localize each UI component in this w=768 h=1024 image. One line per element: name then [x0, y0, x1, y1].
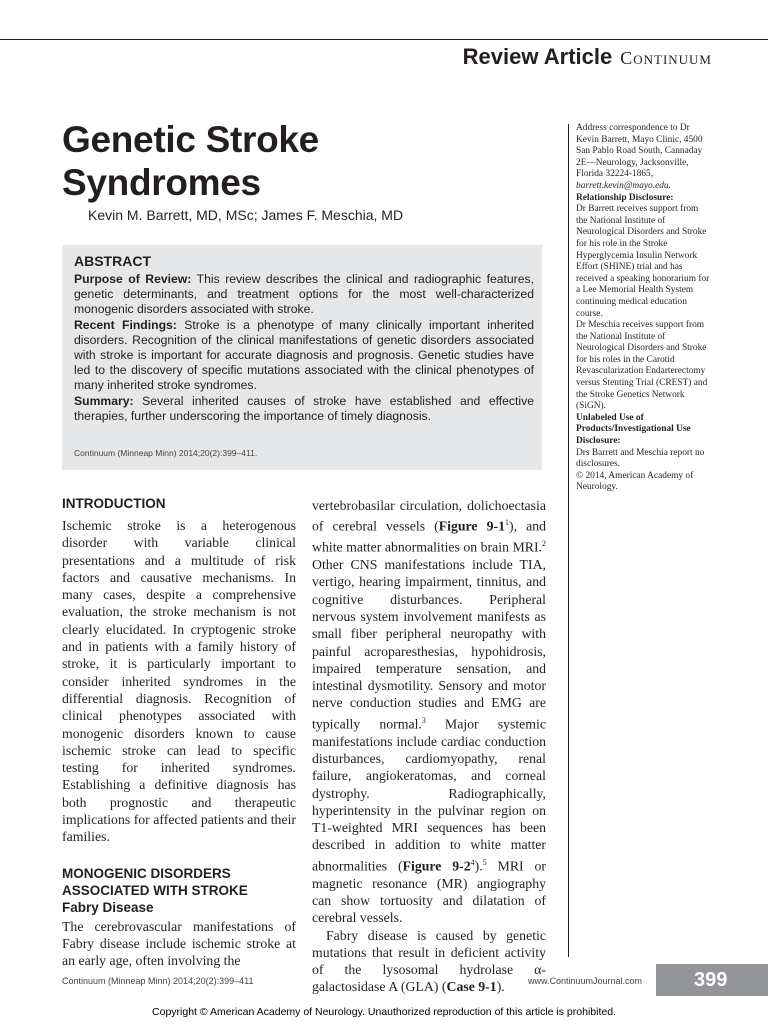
fabry-text: The cerebrovascular manifestations of Fabry disease include ischemic stroke at an early age, often involving the — [62, 918, 296, 969]
disclosure-meschia: Dr Meschia receives support from the National Institute of Neurological Disorders and Stroke for his roles in the Carotid Revascularization Endarterectomy versus Stenting Trial (CREST) and the Stroke Genetics Network (SiGN). — [576, 320, 708, 412]
ref-2[interactable]: 2 — [542, 539, 546, 549]
correspondence-email[interactable]: barrett.kevin@mayo.edu. — [576, 180, 671, 191]
text-span: ). — [496, 979, 505, 995]
ref-4[interactable]: 4 — [470, 857, 475, 867]
sidebar-copyright: © 2014, American Academy of Neurology. — [576, 470, 694, 493]
text-span: Major systemic manifestations include cardiac conduction disturbances, cardiomyopathy, renal failure, angiokeratomas, and corneal dystrophy. Radiographically, hyperintensity in the pulvinar region on T1-weighted MRI sequences has been described in addition to white matter abnormalities ( — [312, 716, 546, 874]
ref-1[interactable]: 1 — [504, 518, 509, 528]
introduction-text: Ischemic stroke is a heterogenous disorder with variable clinical presentations and a multitude of risk factors and causative mechanisms. In many cases, despite a comprehensive evaluation, the stroke mechanism is not clearly elucidated. In cryptogenic stroke and in patients with a family history of stroke, it is particularly important to consider inherited syndromes in the differential diagnosis. Recognition of clinical phenotypes associated with monogenic disorders known to cause ischemic stroke can lead to specific testing for inherited syndromes. Establishing a definitive diagnosis has both prognostic and therapeutic implications for affected patients and their families. — [62, 518, 296, 845]
unlabeled-use-text: Drs Barrett and Meschia report no disclosures. — [576, 447, 705, 470]
findings-label: Recent Findings: — [74, 317, 177, 332]
footer-citation: Continuum (Minneap Minn) 2014;20(2):399–411 — [62, 976, 254, 986]
summary-label: Summary: — [74, 393, 134, 408]
abstract-purpose — [74, 272, 534, 318]
findings-text: Stroke is a phenotype of many clinically important inherited disorders. Recognition of the clinical manifestations of genetic disorders associated with stroke is important for accurate diagnosis and prognosis. Genetic studies have led to the discovery of specific mutations associated with the clinical phenotypes of many inherited stroke syndromes. — [74, 317, 535, 393]
abstract-summary — [74, 394, 534, 424]
page-header — [463, 44, 712, 70]
text-span: Fabry disease is caused by genetic mutations that result in deficient activity of the lysosomal hydrolase α-galactosidase A (GLA) ( — [312, 927, 546, 995]
text-span: Other CNS manifestations include TIA, vertigo, hearing impairment, tinnitus, and cognitive disturbances. Peripheral nervous system involvement manifests as small fiber peripheral neuropathy with painful acroparesthesias, hypohidrosis, impaired temperature sensation, and intestinal dysmotility. Sensory and motor nerve conduction studies and EMG are typically normal. — [312, 557, 546, 732]
fabry-heading: Fabry Disease — [62, 899, 154, 915]
article-authors: Kevin M. Barrett, MD, MSc; James F. Meschia, MD — [88, 207, 404, 223]
disclosure-heading: Relationship Disclosure: — [576, 192, 674, 203]
monogenic-heading: MONOGENIC DISORDERS ASSOCIATED WITH STROKE — [62, 865, 248, 898]
abstract-citation: Continuum (Minneap Minn) 2014;20(2):399–411. — [74, 448, 258, 458]
introduction-heading: INTRODUCTION — [62, 496, 166, 511]
footer-website[interactable]: www.ContinuumJournal.com — [528, 976, 643, 986]
disclosure-barrett: Dr Barrett receives support from the National Institute of Neurological Disorders and Stroke for his role in the Stroke Hyperglycemia Insulin Network Effort (SHINE) trial and has received a speaking honorarium for a Lee Memorial Health System continuing medical education course. — [576, 204, 710, 319]
ref-3[interactable]: 3 — [421, 715, 426, 725]
fabry-genetics-text — [312, 927, 546, 996]
abstract-box — [62, 245, 542, 470]
body-column-left — [62, 495, 296, 970]
article-title: Genetic Stroke Syndromes — [62, 119, 319, 203]
abstract-heading: ABSTRACT — [74, 253, 151, 269]
purpose-label: Purpose of Review: — [74, 272, 192, 286]
correspondence-address: Address correspondence to Dr Kevin Barrett, Mayo Clinic, 4500 San Pablo Road South, Cannaday 2E—Neurology, Jacksonville, Florida 32224-1865, — [576, 123, 703, 180]
journal-logo: Continuum — [620, 48, 712, 68]
sidebar-rule — [568, 124, 569, 957]
purpose-text: This review describes the clinical and radiographic features, genetic determinants, and treatment options for the most well-characterized monogenic disorders associated with stroke. — [74, 272, 534, 317]
text-span: vertebrobasilar circulation, dolichoectasia of cerebral vessels ( — [312, 498, 546, 534]
figure-9-2-link[interactable]: Figure 9-2 — [402, 858, 471, 874]
text-span: MRI or magnetic resonance (MR) angiography can show tortuosity and dilatation of cerebral vessels. — [312, 858, 546, 926]
body-column-right — [312, 497, 546, 996]
sidebar-notes — [576, 123, 712, 494]
copyright-notice: Copyright © American Academy of Neurology. Unauthorized reproduction of this article is prohibited. — [152, 1006, 616, 1018]
figure-9-1-link[interactable]: Figure 9-1 — [438, 518, 505, 534]
header-rule — [0, 39, 768, 40]
fabry-continued-text — [312, 497, 546, 927]
text-span: ). — [474, 858, 483, 874]
unlabeled-use-heading: Unlabeled Use of Products/Investigational Use Disclosure: — [576, 412, 691, 447]
summary-text: Several inherited causes of stroke have established and effective therapies, further underscoring the importance of timely diagnosis. — [74, 393, 534, 423]
article-type: Review Article — [462, 44, 613, 69]
abstract-findings — [74, 318, 534, 394]
case-9-1-link[interactable]: Case 9-1 — [446, 979, 497, 995]
ref-5[interactable]: 5 — [482, 857, 487, 867]
page-number: 399 — [656, 964, 768, 996]
text-span: ), and white matter abnormalities on brain MRI. — [312, 518, 546, 555]
